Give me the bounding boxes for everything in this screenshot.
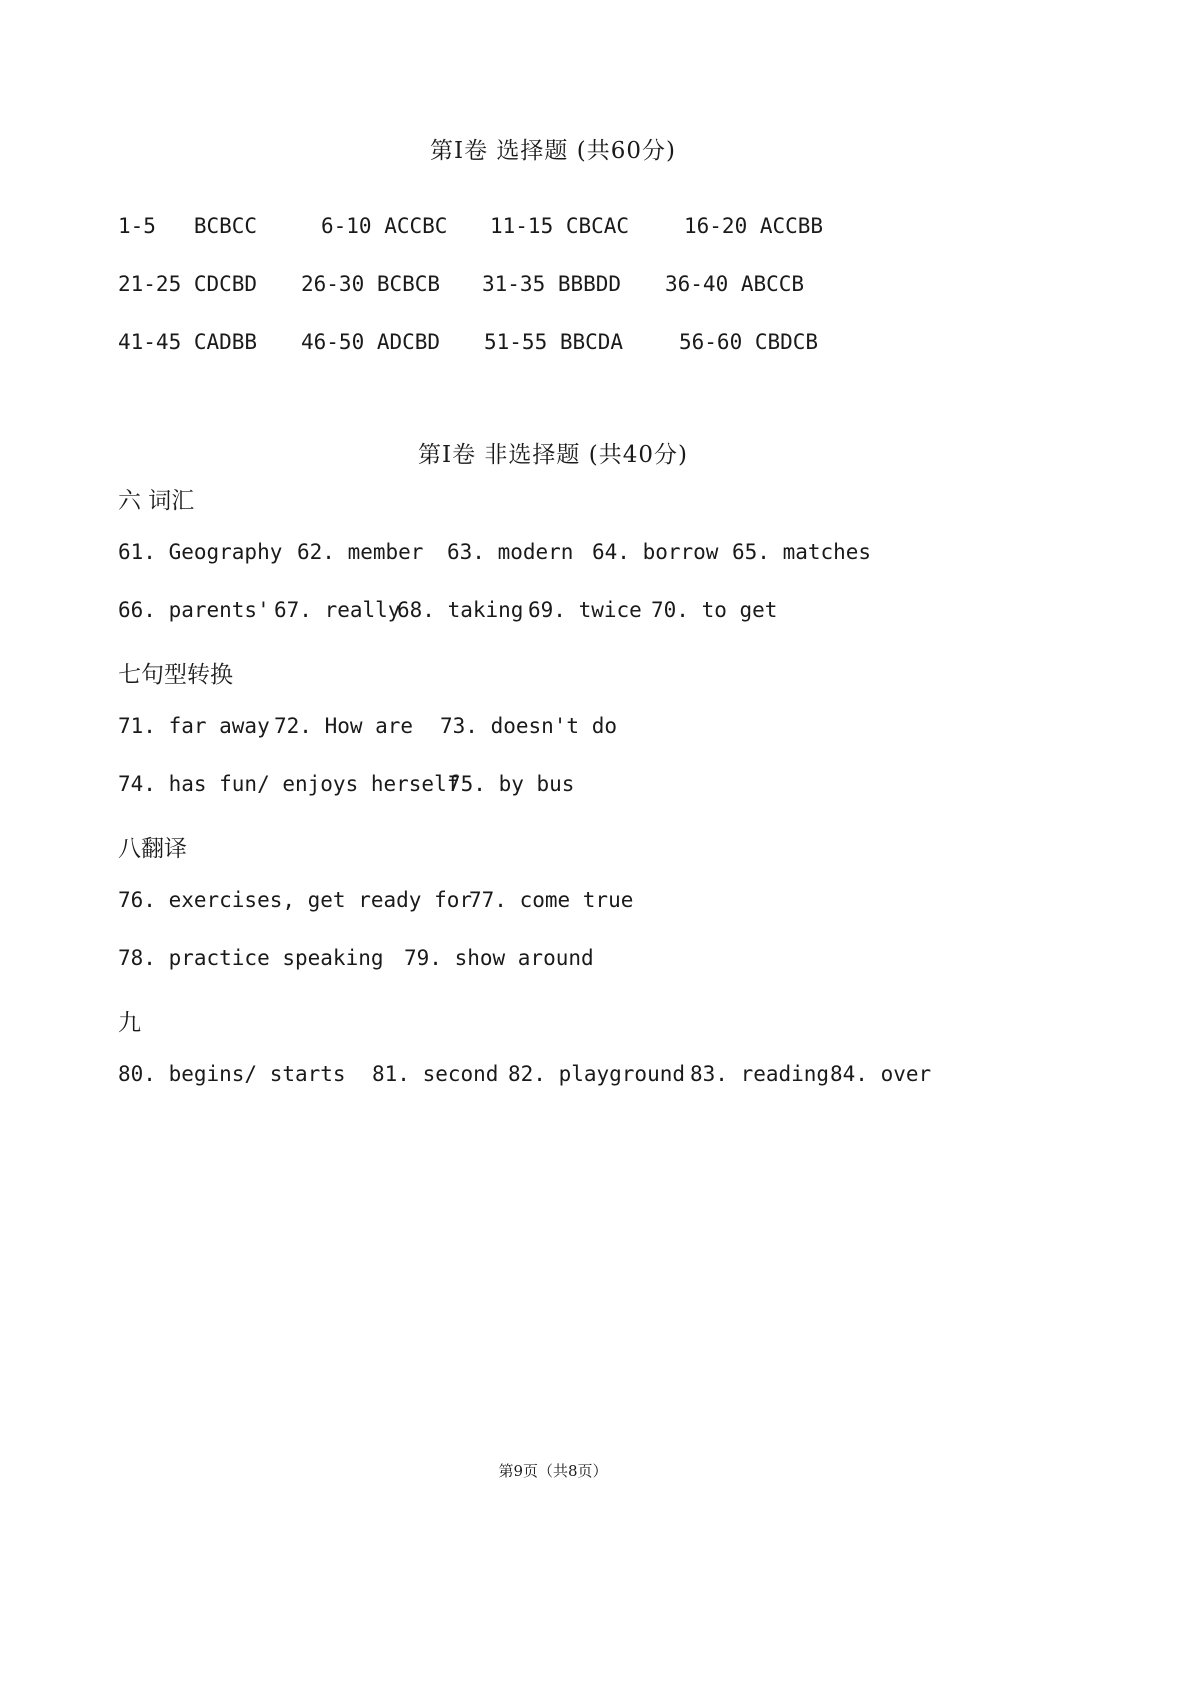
vocabulary-line-2	[118, 598, 778, 628]
answer-group: 56-60 CBDCB	[679, 330, 819, 354]
answer-item: 82. playground	[508, 1062, 686, 1086]
answer-item: 70. to get	[651, 598, 778, 622]
answer-group: 6-10 ACCBC	[321, 214, 448, 238]
answer-group: 31-35 BBBDD	[482, 272, 622, 296]
answer-item: 62. member	[297, 540, 424, 564]
translation-line-1	[118, 888, 634, 918]
answer-item: 65. matches	[732, 540, 872, 564]
answer-row-2	[118, 272, 805, 302]
answer-item: 75. by bus	[448, 772, 575, 796]
answer-group: 46-50 ADCBD	[301, 330, 441, 354]
answer-group: 21-25 CDCBD	[118, 272, 258, 296]
section-label-translation: 八翻译	[118, 836, 187, 862]
passage-line-1	[118, 1062, 932, 1092]
answer-item: 84. over	[830, 1062, 932, 1086]
vocabulary-line-1	[118, 540, 872, 570]
answer-item: 81. second	[372, 1062, 499, 1086]
answer-item: 67. really	[274, 598, 401, 622]
section-label-nine: 九	[118, 1010, 141, 1036]
answer-item: 77. come true	[469, 888, 634, 912]
section-label-sentence-transformation: 七句型转换	[118, 662, 233, 688]
transformation-line-2	[118, 772, 575, 802]
answer-item: 79. show around	[404, 946, 594, 970]
answer-group: 11-15 CBCAC	[490, 214, 630, 238]
answer-item: 64. borrow	[592, 540, 719, 564]
answer-row-1	[118, 214, 824, 244]
answer-item: 66. parents'	[118, 598, 270, 622]
answer-group: 36-40 ABCCB	[665, 272, 805, 296]
answer-item: 61. Geography	[118, 540, 283, 564]
answer-item: 80. begins/ starts	[118, 1062, 346, 1086]
answer-item: 73. doesn't do	[440, 714, 618, 738]
translation-line-2	[118, 946, 594, 976]
answer-item: 78. practice speaking	[118, 946, 384, 970]
part2-title: 第Ⅰ卷 非选择题 (共40分)	[418, 442, 688, 468]
page-number: 第9页（共8页）	[498, 1462, 608, 1480]
answer-row-3	[118, 330, 819, 360]
answer-item: 72. How are	[274, 714, 414, 738]
answer-group: 1-5 BCBCC	[118, 214, 258, 238]
section-label-vocabulary: 六 词汇	[118, 488, 195, 514]
answer-group: 26-30 BCBCB	[301, 272, 441, 296]
transformation-line-1	[118, 714, 618, 744]
answer-item: 63. modern	[447, 540, 574, 564]
answer-item: 68. taking	[397, 598, 524, 622]
part1-title: 第Ⅰ卷 选择题 (共60分)	[430, 138, 676, 164]
answer-item: 69. twice	[528, 598, 642, 622]
answer-group: 51-55 BBCDA	[484, 330, 624, 354]
answer-item: 74. has fun/ enjoys herself	[118, 772, 460, 796]
answer-group: 41-45 CADBB	[118, 330, 258, 354]
answer-group: 16-20 ACCBB	[684, 214, 824, 238]
answer-item: 71. far away	[118, 714, 270, 738]
answer-item: 76. exercises, get ready for	[118, 888, 473, 912]
answer-item: 83. reading	[690, 1062, 830, 1086]
